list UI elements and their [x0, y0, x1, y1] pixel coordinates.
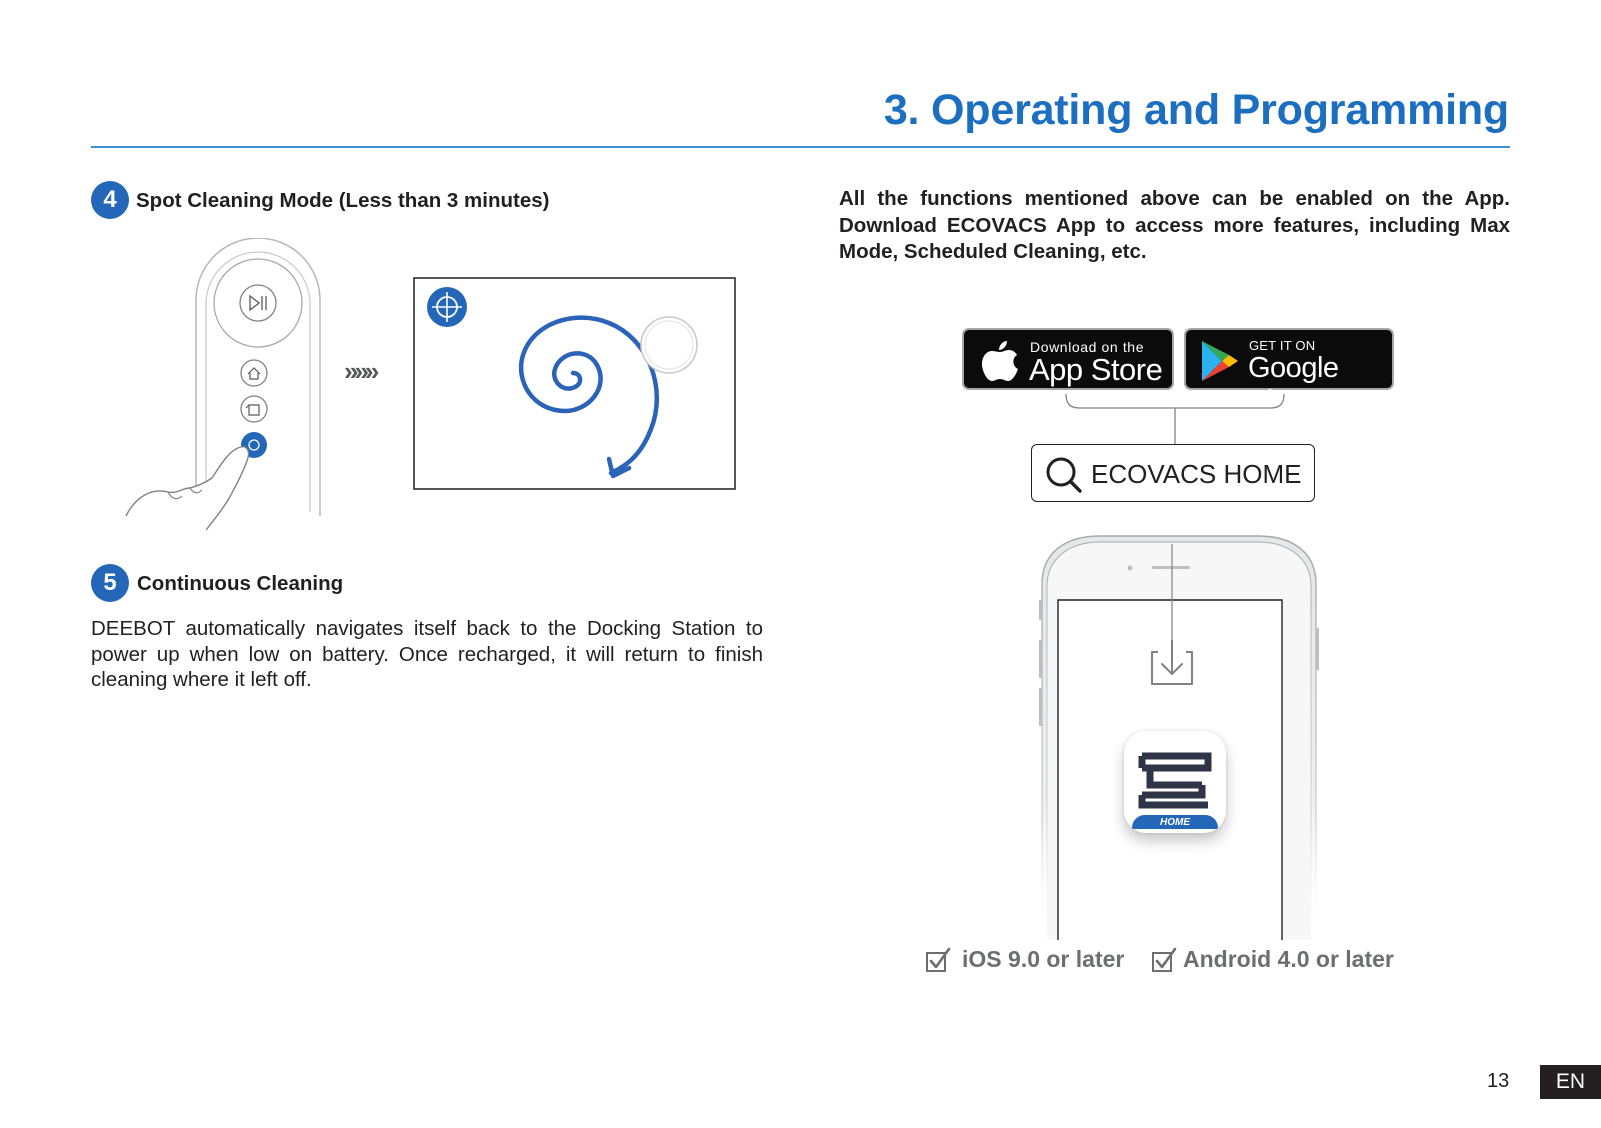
edge-clean-icon: [241, 396, 267, 422]
google-play-small-text: GET IT ON: [1249, 338, 1316, 353]
google-play-icon: [1200, 339, 1240, 383]
app-store-big-text: App Store: [1029, 352, 1163, 387]
app-store-badge[interactable]: [962, 328, 1174, 390]
home-icon: [241, 360, 267, 386]
ios-requirement: iOS 9.0 or later: [962, 946, 1125, 972]
step-5-heading: Continuous Cleaning: [137, 572, 344, 595]
app-search-box[interactable]: [1031, 444, 1315, 502]
app-icon-label: HOME: [1160, 817, 1190, 828]
step-4-badge: 4: [91, 181, 129, 219]
checkbox-icon: [925, 947, 953, 975]
crosshair-icon: [427, 287, 467, 327]
language-tab: EN: [1540, 1065, 1601, 1099]
app-store-small-text: Download on the: [1030, 339, 1145, 355]
google-play-badge[interactable]: [1184, 328, 1394, 417]
apple-icon: [981, 339, 1019, 383]
title-divider: [91, 146, 1510, 148]
step-5-badge: 5: [91, 564, 129, 602]
ecovacs-home-app-icon: [1124, 731, 1226, 833]
checkbox-icon: [1151, 947, 1179, 975]
step-5-body: DEEBOT automatically navigates itself back to the Docking Station to power up when low on battery. Once recharged, it will return to finish cleaning where it left off.: [91, 617, 763, 691]
store-connector: [1060, 392, 1290, 446]
transition-arrows: »»»: [344, 356, 376, 386]
android-requirement: Android 4.0 or later: [1183, 946, 1394, 972]
app-info-paragraph: All the functions mentioned above can be enabled on the App. Download ECOVACS App to access more features, including Max Mode, Scheduled Cleaning, etc.: [839, 187, 1510, 263]
search-text: ECOVACS HOME: [1091, 459, 1302, 489]
hand-icon: [126, 447, 249, 530]
search-icon: [1044, 455, 1084, 495]
play-pause-icon: [214, 259, 302, 347]
robot-icon: [641, 317, 697, 373]
google-play-big-text: Google Play: [1248, 352, 1339, 417]
step-4-heading: Spot Cleaning Mode (Less than 3 minutes): [136, 189, 550, 212]
remote-control-illustration: [120, 238, 330, 533]
spot-cleaning-diagram: [413, 277, 737, 491]
page-title: 3. Operating and Programming: [883, 86, 1509, 134]
page-number: 13: [1487, 1070, 1510, 1092]
phone-illustration: [1030, 500, 1330, 940]
